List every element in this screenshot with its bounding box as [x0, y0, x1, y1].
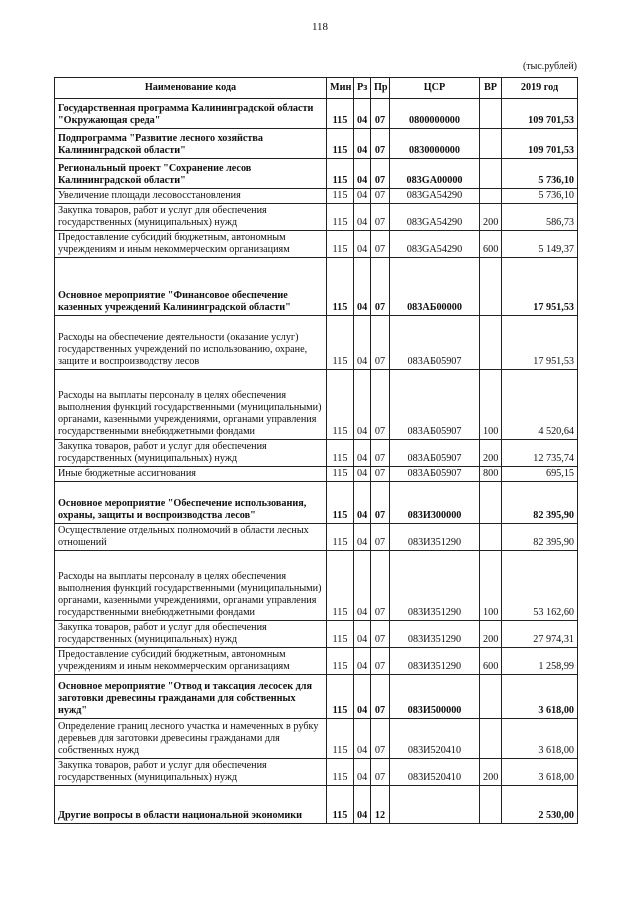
- cell-csr: [390, 786, 480, 824]
- cell-name: Основное мероприятие "Отвод и таксация лесосек для заготовки древесины гражданами для собственных нужд": [55, 675, 327, 719]
- cell-min: 115: [327, 189, 354, 204]
- cell-vr: [480, 524, 502, 551]
- cell-amount: 1 258,99: [502, 648, 578, 675]
- cell-min: 115: [327, 524, 354, 551]
- cell-min: 115: [327, 370, 354, 440]
- cell-pr: 07: [371, 440, 390, 467]
- cell-rz: 04: [354, 231, 371, 258]
- cell-min: 115: [327, 759, 354, 786]
- cell-pr: 07: [371, 482, 390, 524]
- cell-rz: 04: [354, 467, 371, 482]
- cell-pr: 07: [371, 675, 390, 719]
- cell-pr: 07: [371, 719, 390, 759]
- cell-csr: 083GA54290: [390, 189, 480, 204]
- cell-amount: 17 951,53: [502, 316, 578, 370]
- cell-rz: 04: [354, 129, 371, 159]
- cell-amount: 3 618,00: [502, 675, 578, 719]
- cell-amount: 82 395,90: [502, 482, 578, 524]
- header-csr: ЦСР: [390, 78, 480, 99]
- cell-min: 115: [327, 159, 354, 189]
- cell-name: Другие вопросы в области национальной экономики: [55, 786, 327, 824]
- cell-rz: 04: [354, 189, 371, 204]
- cell-vr: 100: [480, 551, 502, 621]
- cell-min: 115: [327, 440, 354, 467]
- cell-rz: 04: [354, 786, 371, 824]
- cell-vr: [480, 129, 502, 159]
- cell-pr: 07: [371, 621, 390, 648]
- cell-name: Расходы на обеспечение деятельности (оказание услуг) государственных учреждений по использованию, охране, защите и воспроизводству лесов: [55, 316, 327, 370]
- table-row: [55, 370, 578, 440]
- cell-vr: [480, 482, 502, 524]
- cell-min: 115: [327, 786, 354, 824]
- cell-name: Закупка товаров, работ и услуг для обеспечения государственных (муниципальных) нужд: [55, 759, 327, 786]
- header-amount: 2019 год: [502, 78, 578, 99]
- cell-csr: 083АБ05907: [390, 440, 480, 467]
- cell-vr: [480, 159, 502, 189]
- cell-pr: 07: [371, 759, 390, 786]
- cell-name: Предоставление субсидий бюджетным, автономным учреждениям и иным некоммерческим организациям: [55, 231, 327, 258]
- cell-name: Основное мероприятие "Обеспечение использования, охраны, защиты и воспроизводства лесов": [55, 482, 327, 524]
- cell-amount: 109 701,53: [502, 129, 578, 159]
- cell-min: 115: [327, 719, 354, 759]
- table-row: [55, 759, 578, 786]
- cell-rz: 04: [354, 316, 371, 370]
- header-name: Наименование кода: [55, 78, 327, 99]
- cell-vr: 200: [480, 621, 502, 648]
- units-label: (тыс.рублей): [522, 61, 577, 72]
- cell-amount: 82 395,90: [502, 524, 578, 551]
- cell-amount: 109 701,53: [502, 99, 578, 129]
- header-vr: ВР: [480, 78, 502, 99]
- cell-pr: 07: [371, 231, 390, 258]
- cell-vr: [480, 719, 502, 759]
- cell-pr: 07: [371, 129, 390, 159]
- cell-rz: 04: [354, 719, 371, 759]
- cell-vr: 200: [480, 440, 502, 467]
- cell-pr: 07: [371, 551, 390, 621]
- cell-amount: 53 162,60: [502, 551, 578, 621]
- header-rz: Рз: [354, 78, 371, 99]
- header-row: [55, 78, 578, 99]
- cell-csr: 0830000000: [390, 129, 480, 159]
- cell-pr: 07: [371, 370, 390, 440]
- cell-amount: 12 735,74: [502, 440, 578, 467]
- cell-name: Иные бюджетные ассигнования: [55, 467, 327, 482]
- budget-table: [54, 77, 578, 824]
- cell-amount: 5 736,10: [502, 189, 578, 204]
- cell-rz: 04: [354, 440, 371, 467]
- cell-amount: 2 530,00: [502, 786, 578, 824]
- cell-csr: 083И351290: [390, 621, 480, 648]
- cell-csr: 0800000000: [390, 99, 480, 129]
- cell-csr: 083АБ05907: [390, 316, 480, 370]
- cell-rz: 04: [354, 524, 371, 551]
- cell-min: 115: [327, 99, 354, 129]
- cell-rz: 04: [354, 648, 371, 675]
- header-min: Мин: [327, 78, 354, 99]
- cell-pr: 07: [371, 524, 390, 551]
- cell-name: Увеличение площади лесовосстановления: [55, 189, 327, 204]
- cell-csr: 083GA00000: [390, 159, 480, 189]
- cell-amount: 27 974,31: [502, 621, 578, 648]
- cell-min: 115: [327, 551, 354, 621]
- table-row: [55, 258, 578, 316]
- cell-name: Основное мероприятие "Финансовое обеспечение казенных учреждений Калининградской области": [55, 258, 327, 316]
- cell-name: Определение границ лесного участка и намеченных в рубку деревьев для заготовки древесины гражданами для собственных нужд: [55, 719, 327, 759]
- cell-csr: 083И500000: [390, 675, 480, 719]
- cell-name: Закупка товаров, работ и услуг для обеспечения государственных (муниципальных) нужд: [55, 204, 327, 231]
- cell-vr: [480, 99, 502, 129]
- cell-csr: 083И300000: [390, 482, 480, 524]
- cell-min: 115: [327, 129, 354, 159]
- cell-pr: 07: [371, 648, 390, 675]
- cell-pr: 07: [371, 99, 390, 129]
- cell-amount: 3 618,00: [502, 719, 578, 759]
- cell-rz: 04: [354, 370, 371, 440]
- cell-csr: 083АБ05907: [390, 370, 480, 440]
- cell-rz: 04: [354, 258, 371, 316]
- cell-rz: 04: [354, 551, 371, 621]
- cell-rz: 04: [354, 204, 371, 231]
- cell-name: Закупка товаров, работ и услуг для обеспечения государственных (муниципальных) нужд: [55, 621, 327, 648]
- cell-amount: 4 520,64: [502, 370, 578, 440]
- table-row: [55, 648, 578, 675]
- table-row: [55, 99, 578, 129]
- cell-min: 115: [327, 204, 354, 231]
- cell-rz: 04: [354, 159, 371, 189]
- table-row: [55, 621, 578, 648]
- table-row: [55, 551, 578, 621]
- cell-rz: 04: [354, 621, 371, 648]
- cell-name: Государственная программа Калининградской области "Окружающая среда": [55, 99, 327, 129]
- cell-vr: 800: [480, 467, 502, 482]
- cell-pr: 07: [371, 316, 390, 370]
- cell-rz: 04: [354, 99, 371, 129]
- cell-amount: 695,15: [502, 467, 578, 482]
- cell-name: Расходы на выплаты персоналу в целях обеспечения выполнения функций государственными (муниципальными) органами, казенными учреждениями, органами управления государственными внебюджетными фондами: [55, 551, 327, 621]
- cell-name: Закупка товаров, работ и услуг для обеспечения государственных (муниципальных) нужд: [55, 440, 327, 467]
- table-row: [55, 482, 578, 524]
- table-row: [55, 316, 578, 370]
- cell-csr: 083И351290: [390, 524, 480, 551]
- cell-vr: [480, 786, 502, 824]
- cell-min: 115: [327, 231, 354, 258]
- table-row: [55, 189, 578, 204]
- cell-pr: 07: [371, 204, 390, 231]
- cell-csr: 083И520410: [390, 759, 480, 786]
- cell-pr: 07: [371, 467, 390, 482]
- cell-csr: 083GA54290: [390, 204, 480, 231]
- cell-vr: 200: [480, 204, 502, 231]
- cell-rz: 04: [354, 675, 371, 719]
- cell-csr: 083АБ05907: [390, 467, 480, 482]
- table-row: [55, 159, 578, 189]
- page-number: 118: [311, 21, 329, 33]
- cell-min: 115: [327, 482, 354, 524]
- table-row: [55, 129, 578, 159]
- cell-vr: 600: [480, 648, 502, 675]
- cell-name: Региональный проект "Сохранение лесов Калининградской области": [55, 159, 327, 189]
- table-row: [55, 440, 578, 467]
- cell-name: Осуществление отдельных полномочий в области лесных отношений: [55, 524, 327, 551]
- cell-amount: 5 149,37: [502, 231, 578, 258]
- cell-vr: 600: [480, 231, 502, 258]
- cell-pr: 07: [371, 159, 390, 189]
- cell-min: 115: [327, 467, 354, 482]
- cell-min: 115: [327, 621, 354, 648]
- cell-csr: 083И351290: [390, 551, 480, 621]
- cell-name: Подпрограмма "Развитие лесного хозяйства Калининградской области": [55, 129, 327, 159]
- cell-name: Расходы на выплаты персоналу в целях обеспечения выполнения функций государственными (муниципальными) органами, казенными учреждениями, органами управления государственными внебюджетными фондами: [55, 370, 327, 440]
- cell-min: 115: [327, 675, 354, 719]
- cell-vr: [480, 258, 502, 316]
- cell-pr: 12: [371, 786, 390, 824]
- cell-csr: 083И520410: [390, 719, 480, 759]
- table-row: [55, 204, 578, 231]
- cell-vr: 200: [480, 759, 502, 786]
- cell-amount: 17 951,53: [502, 258, 578, 316]
- cell-csr: 083GA54290: [390, 231, 480, 258]
- cell-pr: 07: [371, 258, 390, 316]
- cell-amount: 586,73: [502, 204, 578, 231]
- cell-amount: 5 736,10: [502, 159, 578, 189]
- table-row: [55, 467, 578, 482]
- cell-min: 115: [327, 648, 354, 675]
- cell-vr: [480, 189, 502, 204]
- cell-pr: 07: [371, 189, 390, 204]
- table-row: [55, 231, 578, 258]
- cell-amount: 3 618,00: [502, 759, 578, 786]
- cell-csr: 083АБ00000: [390, 258, 480, 316]
- table-row: [55, 786, 578, 824]
- cell-name: Предоставление субсидий бюджетным, автономным учреждениям и иным некоммерческим организациям: [55, 648, 327, 675]
- cell-min: 115: [327, 258, 354, 316]
- cell-rz: 04: [354, 482, 371, 524]
- cell-csr: 083И351290: [390, 648, 480, 675]
- header-pr: Пр: [371, 78, 390, 99]
- cell-vr: 100: [480, 370, 502, 440]
- table-row: [55, 524, 578, 551]
- table-row: [55, 675, 578, 719]
- cell-vr: [480, 316, 502, 370]
- cell-min: 115: [327, 316, 354, 370]
- table-row: [55, 719, 578, 759]
- cell-vr: [480, 675, 502, 719]
- cell-rz: 04: [354, 759, 371, 786]
